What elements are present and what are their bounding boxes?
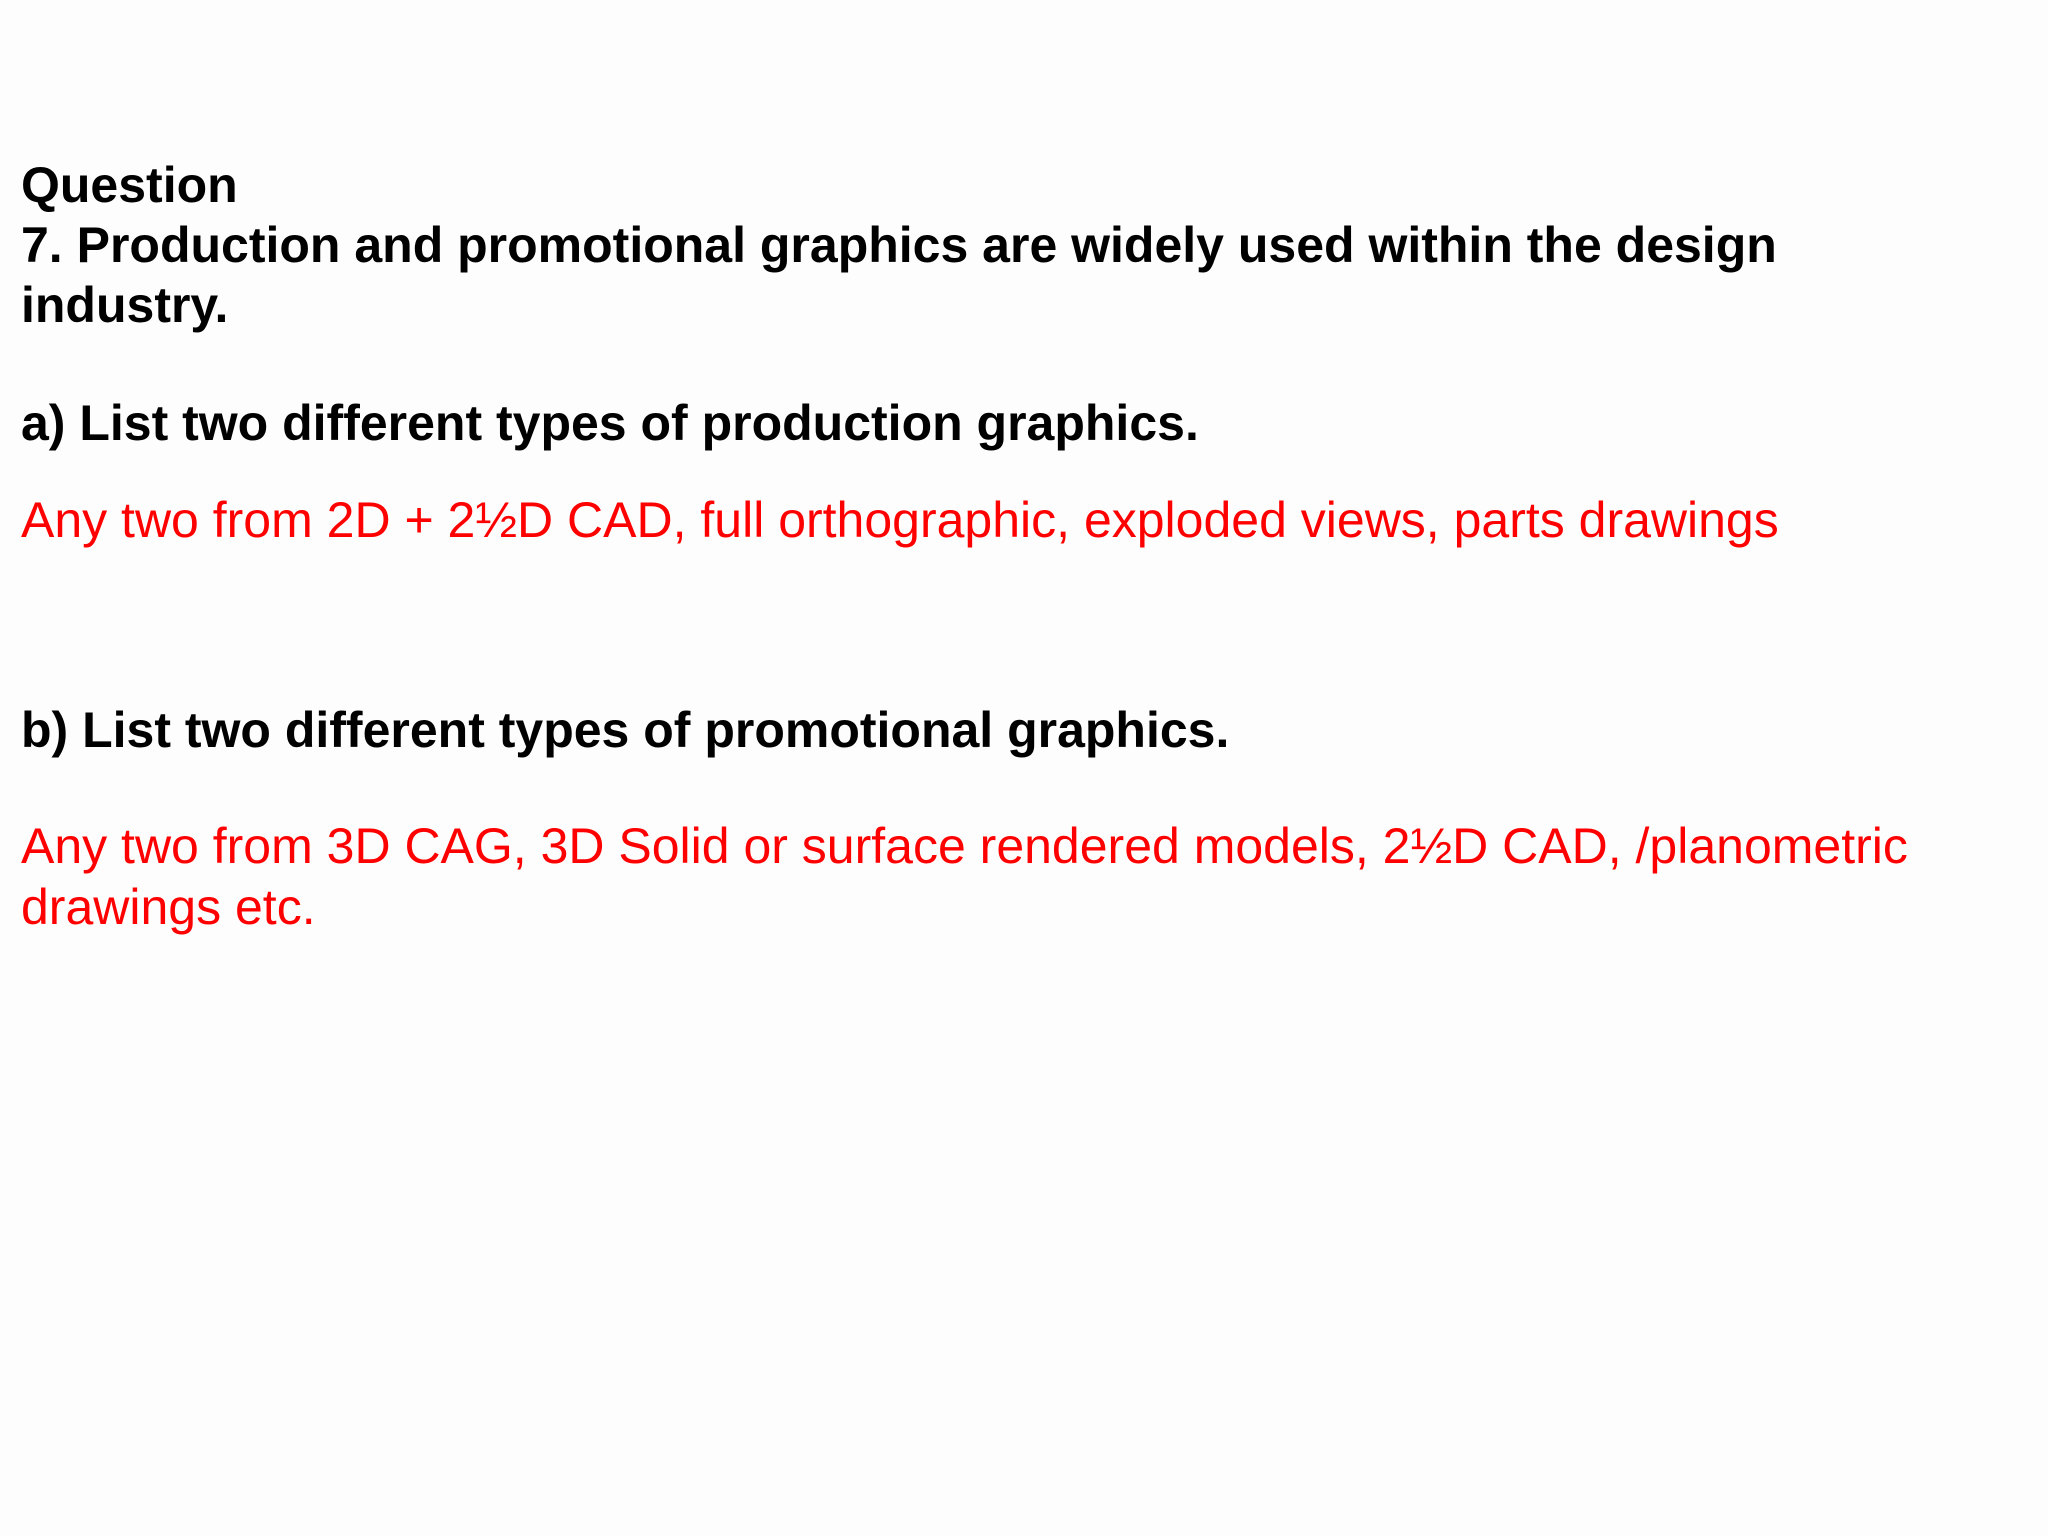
part-a-answer: Any two from 2D + 2½D CAD, full orthographic, exploded views, parts drawings — [21, 492, 1779, 548]
question-text: 7. Production and promotional graphics are widely used within the design — [21, 217, 1777, 273]
part-a-question: a) List two different types of production graphics. — [21, 395, 1199, 451]
part-b-answer-continued: drawings etc. — [21, 879, 316, 935]
part-b-question: b) List two different types of promotional graphics. — [21, 702, 1230, 758]
question-text-continued: industry. — [21, 277, 229, 333]
question-label: Question — [21, 157, 238, 213]
part-b-answer: Any two from 3D CAG, 3D Solid or surface rendered models, 2½D CAD, /planometric — [21, 818, 1908, 874]
